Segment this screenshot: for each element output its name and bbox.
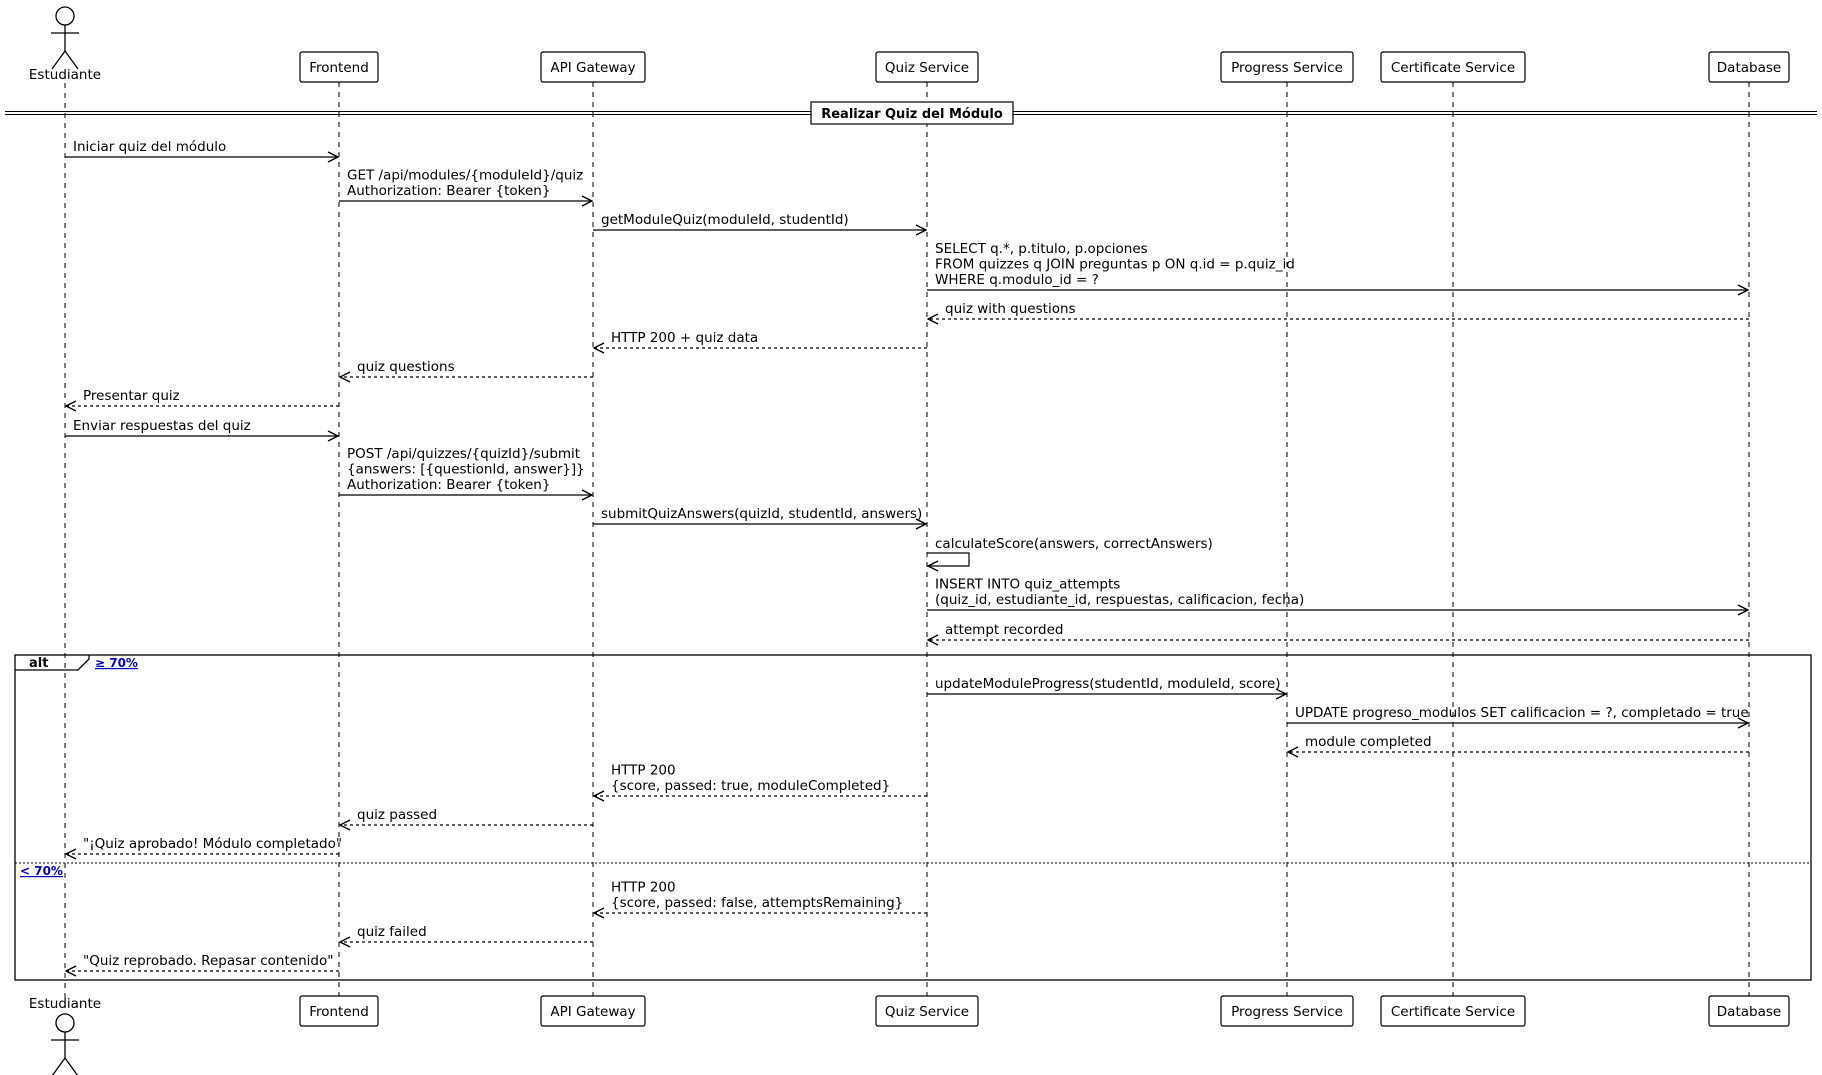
message-label: quiz failed <box>357 924 427 940</box>
participant-quiz-bottom <box>876 996 978 1026</box>
message-13 <box>927 577 1748 611</box>
participant-gateway-bottom <box>541 996 645 1026</box>
participant-label-bottom: Estudiante <box>28 996 102 1012</box>
alt-fragment <box>15 655 1811 980</box>
message-label: SELECT q.*, p.titulo, p.opciones <box>935 241 1148 257</box>
message-label: HTTP 200 <box>611 762 676 779</box>
participant-database-bottom <box>1709 996 1789 1026</box>
participant-label: API Gateway <box>550 60 636 76</box>
message-8 <box>66 388 339 406</box>
participant-certificate-top <box>1381 52 1525 82</box>
message-label: HTTP 200 + quiz data <box>611 330 759 346</box>
message-5 <box>928 301 1749 319</box>
message-label: {answers: [{questionId, answer}]} <box>347 461 585 478</box>
message-label: Authorization: Bearer {token} <box>347 477 551 493</box>
participant-label: Database <box>1716 60 1782 76</box>
message-label: Authorization: Bearer {token} <box>347 183 551 199</box>
message-label: Presentar quiz <box>83 388 180 404</box>
participant-label: Certificate Service <box>1390 1004 1516 1020</box>
actor-figure-top <box>51 7 79 69</box>
actor-head <box>56 1014 74 1032</box>
message-label: Enviar respuestas del quiz <box>73 418 251 434</box>
message-12 <box>927 536 1213 566</box>
participant-gateway-top <box>541 52 645 82</box>
message-label: quiz with questions <box>945 301 1076 317</box>
message-label: getModuleQuiz(moduleId, studentId) <box>601 212 849 228</box>
message-23 <box>66 953 339 971</box>
participant-quiz-top <box>876 52 978 82</box>
message-label: attempt recorded <box>945 622 1064 638</box>
alt-guard-pass: ≥ 70% <box>95 656 138 670</box>
actor-figure-bottom <box>51 1014 79 1075</box>
message-6 <box>594 330 927 348</box>
participant-label: Frontend <box>309 60 369 76</box>
message-label: GET /api/modules/{moduleId}/quiz <box>347 167 584 184</box>
alt-label-tab <box>15 655 89 670</box>
participant-label: Progress Service <box>1231 1004 1343 1020</box>
message-18 <box>594 763 927 797</box>
message-3 <box>593 212 926 230</box>
message-label: {score, passed: false, attemptsRemaining} <box>611 895 904 911</box>
message-1 <box>65 139 338 157</box>
message-7 <box>340 359 593 377</box>
participant-label: Quiz Service <box>884 60 970 76</box>
message-label: "Quiz reprobado. Repasar contenido" <box>83 953 334 969</box>
message-arrow-self <box>927 553 969 566</box>
message-label: HTTP 200 <box>611 879 676 896</box>
message-9 <box>65 418 338 436</box>
message-label: INSERT INTO quiz_attempts <box>935 576 1121 593</box>
message-22 <box>340 924 593 942</box>
participant-certificate-bottom <box>1381 996 1525 1026</box>
message-10 <box>339 446 592 495</box>
participant-progress-bottom <box>1221 996 1353 1026</box>
message-label: Iniciar quiz del módulo <box>73 139 227 155</box>
message-21 <box>594 880 927 914</box>
actor-leg <box>65 1058 78 1075</box>
message-label: WHERE q.modulo_id = ? <box>935 272 1099 288</box>
message-label: module completed <box>1305 734 1432 750</box>
message-14 <box>928 622 1749 640</box>
message-4 <box>927 241 1748 290</box>
participant-label: Progress Service <box>1231 60 1343 76</box>
participant-label: Frontend <box>309 1004 369 1020</box>
actor-leg <box>52 1058 65 1075</box>
participant-label: Certificate Service <box>1390 60 1516 76</box>
message-16 <box>1287 705 1749 723</box>
participant-frontend-bottom <box>300 996 378 1026</box>
message-label: {score, passed: true, moduleCompleted} <box>611 778 891 794</box>
actor-head <box>56 7 74 25</box>
message-label: FROM quizzes q JOIN preguntas p ON q.id = p.quiz_id <box>935 256 1295 273</box>
message-20 <box>66 836 342 854</box>
message-label: calculateScore(answers, correctAnswers) <box>935 536 1213 552</box>
message-label: UPDATE progreso_modulos SET calificacion = ?, completado = true <box>1295 705 1749 721</box>
participant-frontend-top <box>300 52 378 82</box>
message-17 <box>1288 734 1749 752</box>
message-label: POST /api/quizzes/{quizId}/submit <box>347 446 581 462</box>
participant-label-top: Estudiante <box>28 67 102 83</box>
participant-database-top <box>1709 52 1789 82</box>
message-label: "¡Quiz aprobado! Módulo completado" <box>83 836 343 852</box>
message-15 <box>927 676 1286 694</box>
message-19 <box>340 807 593 825</box>
message-2 <box>339 168 592 202</box>
message-label: quiz questions <box>357 359 455 375</box>
alt-keyword: alt <box>29 656 49 671</box>
message-label: updateModuleProgress(studentId, moduleId, score) <box>935 676 1281 692</box>
participant-label: Quiz Service <box>884 1004 970 1020</box>
participant-label: API Gateway <box>550 1004 636 1020</box>
divider-label: Realizar Quiz del Módulo <box>821 107 1003 122</box>
message-label: quiz passed <box>357 807 438 823</box>
message-11 <box>593 506 926 524</box>
participant-label: Database <box>1716 1004 1782 1020</box>
participant-progress-top <box>1221 52 1353 82</box>
message-label: submitQuizAnswers(quizId, studentId, answers) <box>601 506 923 522</box>
message-label: (quiz_id, estudiante_id, respuestas, calificacion, fecha) <box>935 592 1305 608</box>
alt-guard-fail: < 70% <box>20 864 63 878</box>
